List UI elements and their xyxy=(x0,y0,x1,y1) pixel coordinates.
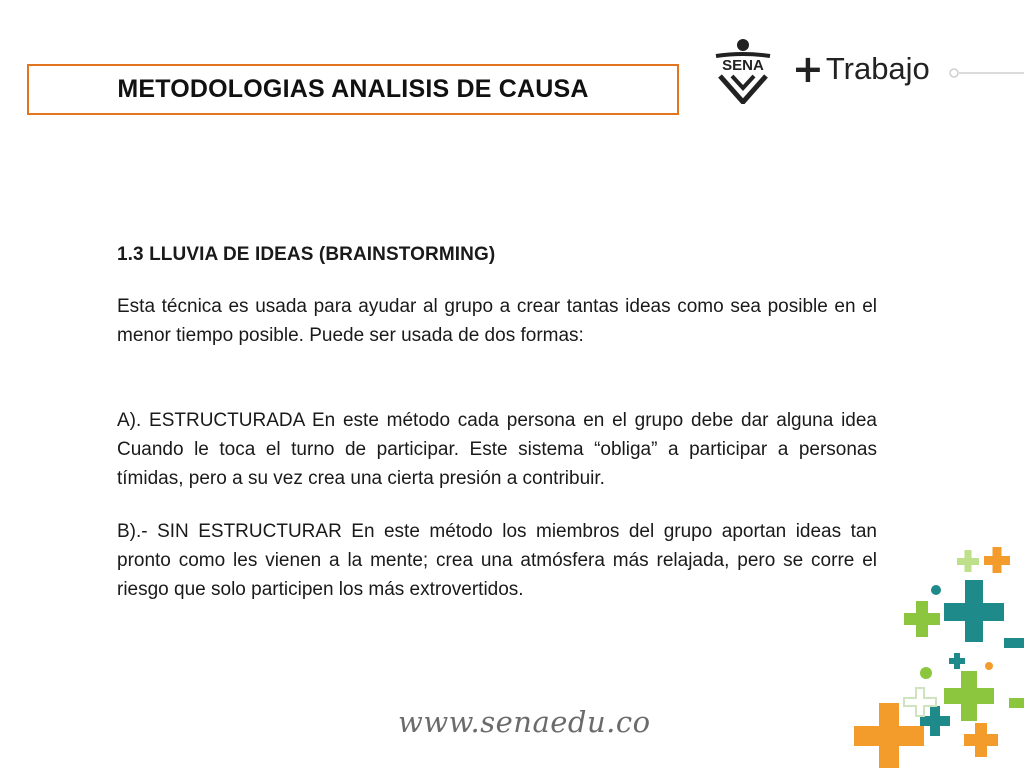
header-divider xyxy=(948,67,1024,79)
footer-url: www.senaedu.co xyxy=(398,705,651,739)
intro-paragraph: Esta técnica es usada para ayudar al grupo a crear tantas ideas como sea posible en el menor tiempo posible. Puede ser usada de dos formas: xyxy=(117,296,877,346)
plus-icon: + xyxy=(792,47,824,91)
sena-logo xyxy=(708,38,778,104)
content-area xyxy=(117,244,877,604)
brand-trabajo xyxy=(792,47,930,91)
item-b-paragraph: B).- SIN ESTRUCTURAR En este método los miembros del grupo aportan ideas tan pronto como les vienen a la mente; crea una atmósfera más relajada, pero se corre el riesgo que solo participen los más extrovertidos. xyxy=(117,521,877,600)
brand-word: Trabajo xyxy=(825,51,930,86)
title-box xyxy=(27,64,679,115)
sena-logo-text: SENA xyxy=(722,57,764,74)
page-title: METODOLOGIAS ANALISIS DE CAUSA xyxy=(117,75,589,103)
item-a-paragraph: A). ESTRUCTURADA En este método cada persona en el grupo debe dar alguna idea Cuando le toca el turno de participar. Este sistema “obliga” a participar a personas tímidas, pero a su vez crea una cierta presión a contribuir. xyxy=(117,410,877,489)
section-heading: 1.3 LLUVIA DE IDEAS (BRAINSTORMING) xyxy=(117,244,496,265)
decorative-plus-pattern xyxy=(844,538,1024,768)
